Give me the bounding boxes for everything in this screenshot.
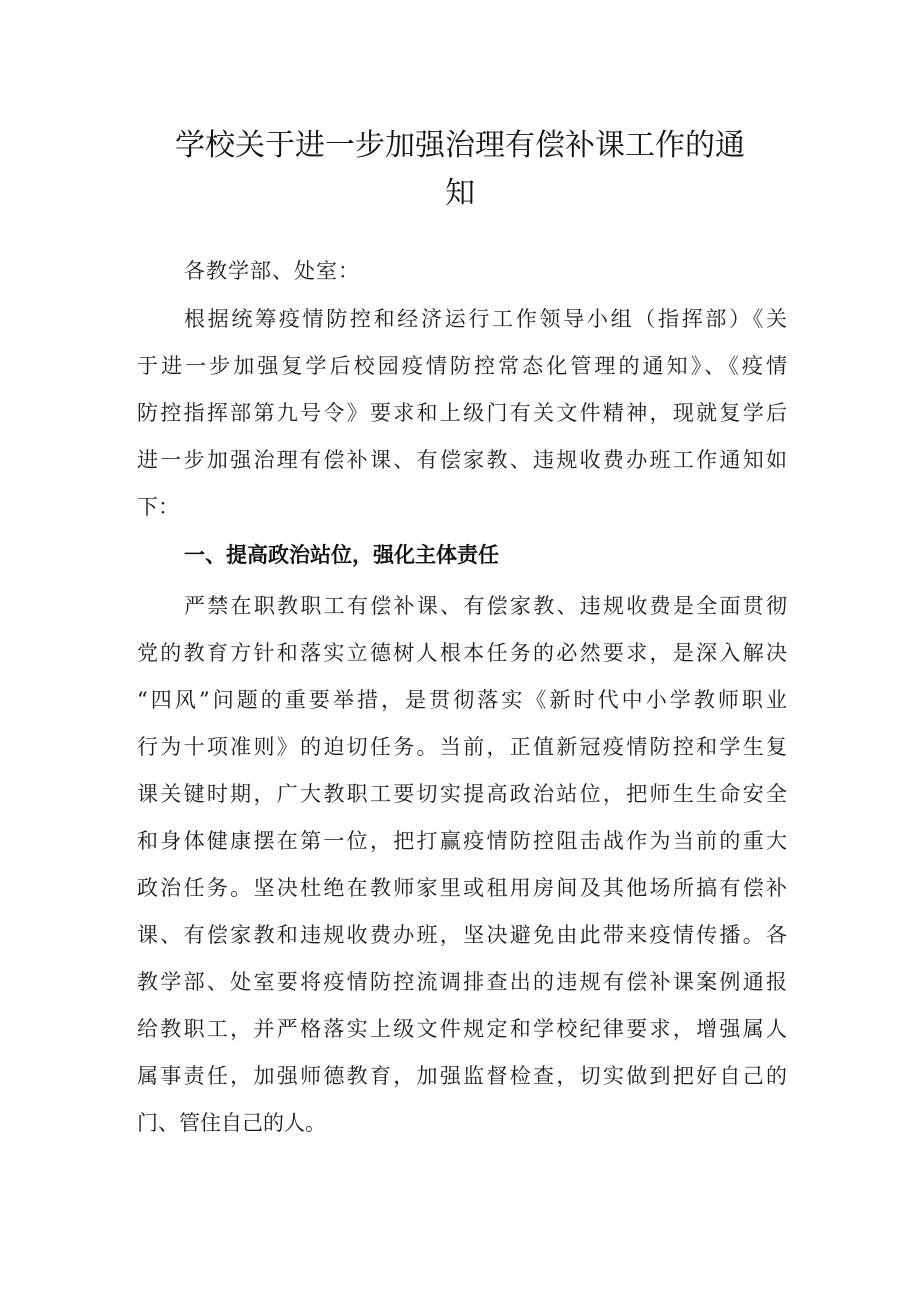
intro-line-2: 于进一步加强复学后校园疫情防控常态化管理的通知》、《疫情 [137, 354, 787, 378]
section-1-line-9: 教学部、处室要将疫情防控流调排查出的违规有偿补课案例通报 [137, 970, 787, 994]
section-1-line-5: 课关键时期，广大教职工要切实提高政治站位，把师生生命安全 [137, 782, 787, 806]
section-1-line-1: 严禁在职教职工有偿补课、有偿家教、违规收费是全面贯彻 [184, 594, 787, 618]
document-title-line-2: 知 [445, 176, 475, 211]
intro-line-4: 进一步加强治理有偿补课、有偿家教、违规收费办班工作通知如 [137, 448, 787, 472]
section-1-line-3: “四风”问题的重要举措，是贯彻落实《新时代中小学教师职业 [137, 688, 787, 712]
section-1-line-11: 属事责任，加强师德教育，加强监督检查，切实做到把好自己的 [137, 1064, 787, 1088]
intro-line-5: 下： [137, 495, 179, 519]
intro-line-3: 防控指挥部第九号令》要求和上级门有关文件精神，现就复学后 [137, 401, 787, 425]
salutation: 各教学部、处室： [184, 259, 360, 283]
section-1-line-2: 党的教育方针和落实立德树人根本任务的必然要求，是深入解决 [137, 641, 787, 665]
section-1-heading: 一、提高政治站位，强化主体责任 [184, 543, 499, 567]
section-1-line-8: 课、有偿家教和违规收费办班，坚决避免由此带来疫情传播。各 [137, 923, 787, 947]
section-1-line-4: 行为十项准则》的迫切任务。当前，正值新冠疫情防控和学生复 [137, 735, 787, 759]
section-1-line-7: 政治任务。坚决杜绝在教师家里或租用房间及其他场所搞有偿补 [137, 876, 787, 900]
intro-line-1: 根据统筹疫情防控和经济运行工作领导小组（指挥部）《关 [184, 307, 787, 331]
document-title-line-1: 学校关于进一步加强治理有偿补课工作的通 [175, 128, 745, 163]
section-1-line-12: 门、管住自己的人。 [137, 1111, 326, 1135]
section-1-line-6: 和身体健康摆在第一位，把打赢疫情防控阻击战作为当前的重大 [137, 829, 787, 853]
section-1-line-10: 给教职工，并严格落实上级文件规定和学校纪律要求，增强属人 [137, 1017, 787, 1041]
